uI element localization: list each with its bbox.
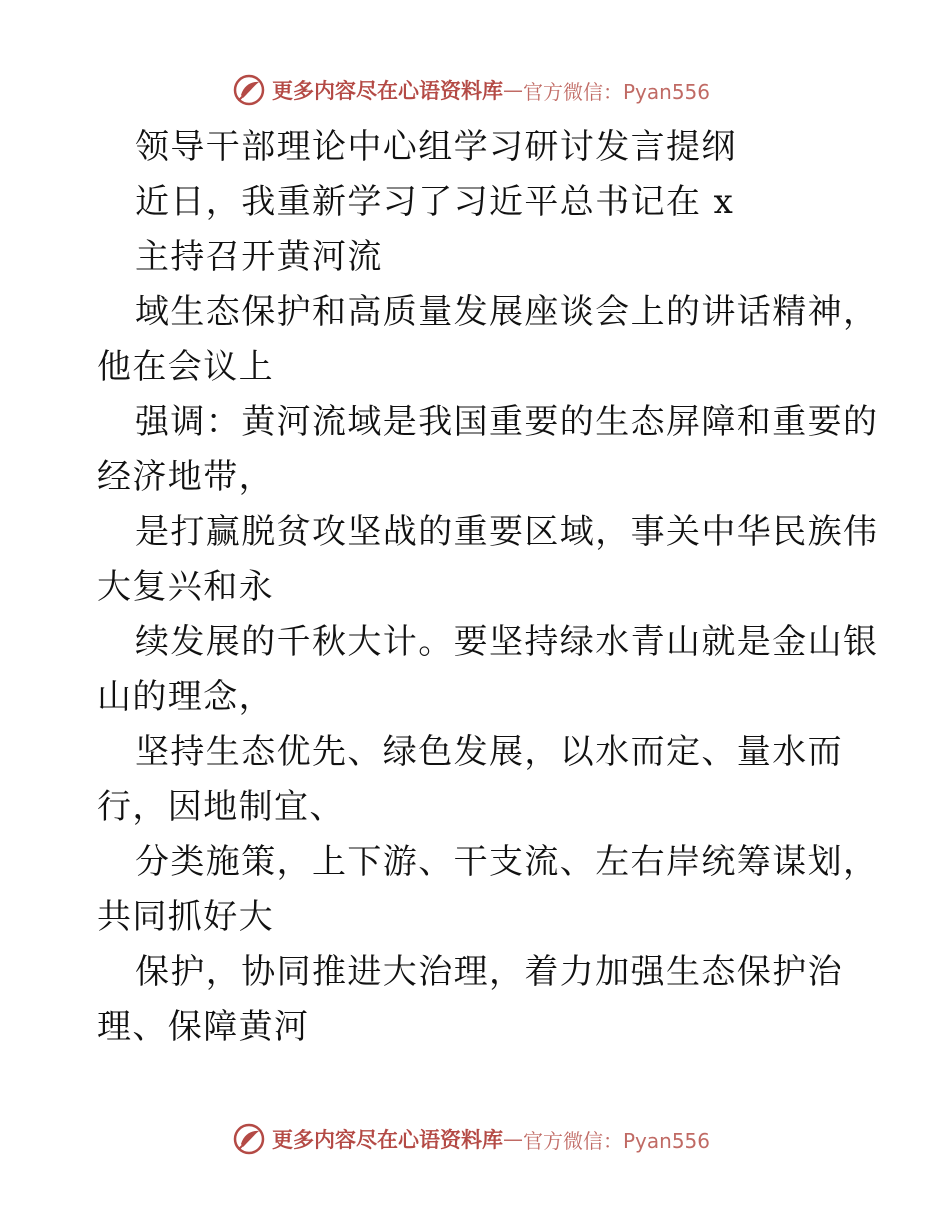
brand-logo-icon bbox=[232, 73, 266, 107]
paragraph-line: 山的理念， bbox=[97, 677, 274, 717]
paragraph-line: 大复兴和永 bbox=[97, 567, 274, 607]
watermark-brand: 更多内容尽在心语资料库 bbox=[272, 78, 503, 103]
paragraph-line: 他在会议上 bbox=[97, 347, 274, 387]
paragraph-line: 域生态保护和高质量发展座谈会上的讲话精神， bbox=[135, 292, 879, 332]
paragraph-line: 分类施策，上下游、干支流、左右岸统筹谋划， bbox=[135, 842, 879, 882]
document-title: 领导干部理论中心组学习研讨发言提纲 bbox=[135, 127, 737, 167]
watermark-wechat: 官方微信：Pyan556 bbox=[523, 1128, 711, 1153]
paragraph-line: 续发展的千秋大计。要坚持绿水青山就是金山银 bbox=[135, 622, 879, 662]
paragraph-line: 保护，协同推进大治理，着力加强生态保护治 bbox=[135, 952, 843, 992]
paragraph-line: 行，因地制宜、 bbox=[97, 787, 345, 827]
footer-watermark bbox=[232, 1119, 710, 1159]
paragraph-line: 强调：黄河流域是我国重要的生态屏障和重要的 bbox=[135, 402, 879, 442]
watermark-separator: — bbox=[503, 78, 523, 102]
brand-logo-icon bbox=[232, 1122, 266, 1156]
watermark-brand: 更多内容尽在心语资料库 bbox=[272, 1127, 503, 1152]
header-watermark bbox=[232, 70, 710, 110]
paragraph-line: 经济地带， bbox=[97, 457, 274, 497]
paragraph-line: 近日，我重新学习了习近平总书记在 x bbox=[135, 182, 735, 222]
paragraph-line: 理、保障黄河 bbox=[97, 1007, 310, 1047]
watermark-separator: — bbox=[503, 1127, 523, 1151]
document-body bbox=[97, 120, 877, 1055]
paragraph-line: 共同抓好大 bbox=[97, 897, 274, 937]
paragraph-line: 主持召开黄河流 bbox=[135, 237, 383, 277]
watermark-wechat: 官方微信：Pyan556 bbox=[523, 79, 711, 104]
paragraph-line: 坚持生态优先、绿色发展，以水而定、量水而 bbox=[135, 732, 843, 772]
paragraph-line: 是打赢脱贫攻坚战的重要区域，事关中华民族伟 bbox=[135, 512, 879, 552]
